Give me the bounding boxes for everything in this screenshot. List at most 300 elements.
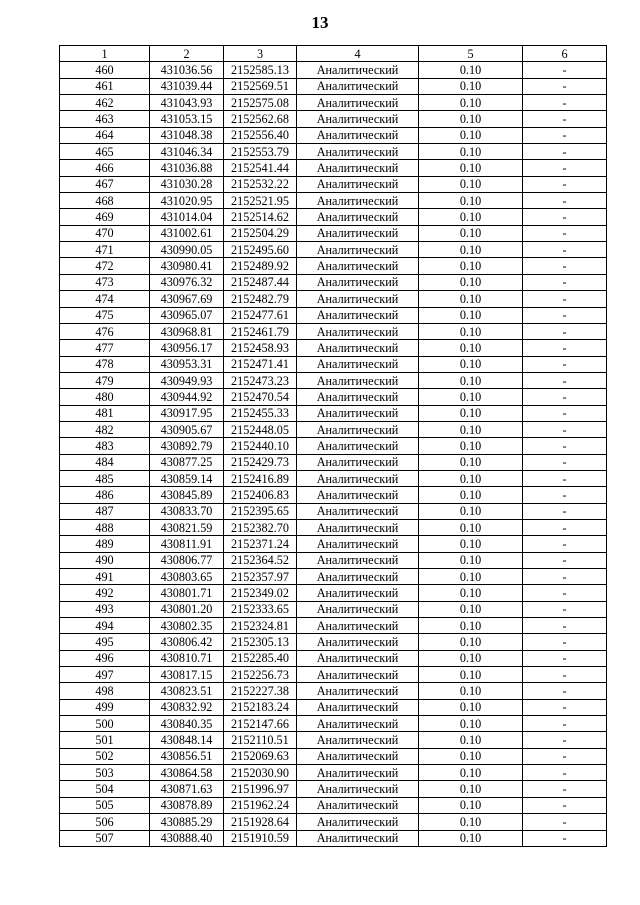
table-cell: - (523, 569, 607, 585)
table-row (60, 291, 607, 307)
table-cell: - (523, 650, 607, 666)
table-cell: 2152349.02 (224, 585, 297, 601)
table-row (60, 634, 607, 650)
table-cell: 0.10 (419, 258, 523, 274)
table-cell: 496 (60, 650, 150, 666)
table-cell: 0.10 (419, 552, 523, 568)
table-cell: Аналитический (297, 536, 419, 552)
table-cell: 430905.67 (150, 421, 224, 437)
table-header (60, 46, 607, 62)
table-cell: 0.10 (419, 536, 523, 552)
table-cell: - (523, 291, 607, 307)
table-cell: 430888.40 (150, 830, 224, 846)
table-cell: - (523, 144, 607, 160)
table-cell: - (523, 340, 607, 356)
table-cell: - (523, 781, 607, 797)
table-cell: Аналитический (297, 62, 419, 78)
table-cell: 430845.89 (150, 487, 224, 503)
column-header: 6 (523, 46, 607, 62)
table-cell: 2152256.73 (224, 667, 297, 683)
table-row (60, 454, 607, 470)
table-cell: 430953.31 (150, 356, 224, 372)
table-cell: - (523, 683, 607, 699)
table-cell: 2152416.89 (224, 470, 297, 486)
table-cell: 0.10 (419, 830, 523, 846)
table-cell: 2151910.59 (224, 830, 297, 846)
table-cell: 430968.81 (150, 323, 224, 339)
table-cell: 431002.61 (150, 225, 224, 241)
table-cell: Аналитический (297, 323, 419, 339)
table-cell: - (523, 176, 607, 192)
table-cell: - (523, 814, 607, 830)
table-cell: 430817.15 (150, 667, 224, 683)
table-cell: 430965.07 (150, 307, 224, 323)
table-cell: 0.10 (419, 634, 523, 650)
table-row (60, 274, 607, 290)
table-row (60, 307, 607, 323)
table-cell: 0.10 (419, 683, 523, 699)
table-cell: 2152357.97 (224, 569, 297, 585)
table-cell: Аналитический (297, 193, 419, 209)
table-cell: 2151962.24 (224, 797, 297, 813)
table-cell: 0.10 (419, 111, 523, 127)
table-row (60, 536, 607, 552)
table-row (60, 127, 607, 143)
table-cell: - (523, 258, 607, 274)
table-cell: 0.10 (419, 748, 523, 764)
table-cell: - (523, 372, 607, 388)
table-row (60, 519, 607, 535)
table-row (60, 144, 607, 160)
table-cell: 463 (60, 111, 150, 127)
table-cell: - (523, 716, 607, 732)
table-cell: - (523, 78, 607, 94)
table-cell: - (523, 601, 607, 617)
table-cell: 476 (60, 323, 150, 339)
table-cell: Аналитический (297, 291, 419, 307)
table-cell: Аналитический (297, 585, 419, 601)
table-cell: - (523, 307, 607, 323)
table-cell: 464 (60, 127, 150, 143)
table-cell: 430840.35 (150, 716, 224, 732)
table-cell: Аналитический (297, 830, 419, 846)
table-cell: Аналитический (297, 389, 419, 405)
table-cell: 499 (60, 699, 150, 715)
table-cell: 2152227.38 (224, 683, 297, 699)
table-cell: Аналитический (297, 340, 419, 356)
table-cell: 2152489.92 (224, 258, 297, 274)
table-cell: Аналитический (297, 144, 419, 160)
table-row (60, 111, 607, 127)
table-cell: 503 (60, 765, 150, 781)
table-cell: - (523, 127, 607, 143)
table-cell: 0.10 (419, 242, 523, 258)
table-cell: 486 (60, 487, 150, 503)
table-cell: 0.10 (419, 144, 523, 160)
table-cell: Аналитический (297, 242, 419, 258)
table-row (60, 748, 607, 764)
table-cell: 431014.04 (150, 209, 224, 225)
table-cell: - (523, 765, 607, 781)
table-cell: 485 (60, 470, 150, 486)
table-cell: 491 (60, 569, 150, 585)
table-cell: 0.10 (419, 62, 523, 78)
table-cell: Аналитический (297, 699, 419, 715)
table-cell: 507 (60, 830, 150, 846)
table-cell: - (523, 470, 607, 486)
table-cell: Аналитический (297, 160, 419, 176)
table-cell: 466 (60, 160, 150, 176)
table-row (60, 585, 607, 601)
table-cell: 490 (60, 552, 150, 568)
table-cell: 0.10 (419, 421, 523, 437)
table-cell: Аналитический (297, 470, 419, 486)
table-cell: 2152448.05 (224, 421, 297, 437)
table-cell: 0.10 (419, 95, 523, 111)
table-row (60, 797, 607, 813)
table-cell: 2152482.79 (224, 291, 297, 307)
table-cell: 430856.51 (150, 748, 224, 764)
table-cell: - (523, 274, 607, 290)
table-cell: 430990.05 (150, 242, 224, 258)
table-cell: 2152364.52 (224, 552, 297, 568)
table-cell: - (523, 95, 607, 111)
table-cell: 0.10 (419, 487, 523, 503)
table-cell: 465 (60, 144, 150, 160)
table-cell: 2152521.95 (224, 193, 297, 209)
column-header: 3 (224, 46, 297, 62)
table-cell: - (523, 699, 607, 715)
table-cell: 0.10 (419, 454, 523, 470)
table-cell: 484 (60, 454, 150, 470)
table-cell: - (523, 209, 607, 225)
table-cell: 2152285.40 (224, 650, 297, 666)
table-cell: - (523, 356, 607, 372)
table-cell: 431043.93 (150, 95, 224, 111)
table-cell: Аналитический (297, 519, 419, 535)
table-cell: 0.10 (419, 193, 523, 209)
table-cell: - (523, 111, 607, 127)
table-cell: 2152569.51 (224, 78, 297, 94)
table-cell: 480 (60, 389, 150, 405)
table-cell: 475 (60, 307, 150, 323)
table-cell: 431048.38 (150, 127, 224, 143)
table-cell: Аналитический (297, 683, 419, 699)
table-cell: 473 (60, 274, 150, 290)
table-cell: 430871.63 (150, 781, 224, 797)
table-cell: 430810.71 (150, 650, 224, 666)
table-cell: - (523, 797, 607, 813)
column-header: 4 (297, 46, 419, 62)
table-cell: 504 (60, 781, 150, 797)
table-cell: 0.10 (419, 389, 523, 405)
table-cell: Аналитический (297, 274, 419, 290)
table-cell: 430802.35 (150, 618, 224, 634)
table-cell: 430967.69 (150, 291, 224, 307)
table-cell: 2152440.10 (224, 438, 297, 454)
table-cell: 430878.89 (150, 797, 224, 813)
table-cell: - (523, 830, 607, 846)
table-cell: Аналитический (297, 765, 419, 781)
table-row (60, 650, 607, 666)
table-cell: 431053.15 (150, 111, 224, 127)
table-row (60, 569, 607, 585)
table-row (60, 814, 607, 830)
table-row (60, 242, 607, 258)
table-row (60, 340, 607, 356)
table-row (60, 389, 607, 405)
table-cell: Аналитический (297, 814, 419, 830)
table-row (60, 667, 607, 683)
table-cell: 0.10 (419, 323, 523, 339)
table-cell: 492 (60, 585, 150, 601)
table-cell: 431046.34 (150, 144, 224, 160)
table-cell: 471 (60, 242, 150, 258)
table-cell: 430892.79 (150, 438, 224, 454)
table-cell: 487 (60, 503, 150, 519)
table-cell: 481 (60, 405, 150, 421)
table-cell: - (523, 421, 607, 437)
table-cell: - (523, 323, 607, 339)
table-cell: 430949.93 (150, 372, 224, 388)
table-cell: 0.10 (419, 716, 523, 732)
table-cell: 482 (60, 421, 150, 437)
table-cell: 2152458.93 (224, 340, 297, 356)
table-row (60, 160, 607, 176)
table-cell: 0.10 (419, 699, 523, 715)
table-cell: Аналитический (297, 454, 419, 470)
table-cell: 431036.56 (150, 62, 224, 78)
table-cell: 430885.29 (150, 814, 224, 830)
table-cell: 2152495.60 (224, 242, 297, 258)
table-row (60, 78, 607, 94)
table-cell: 431036.88 (150, 160, 224, 176)
table-cell: 2152575.08 (224, 95, 297, 111)
table-cell: 2152471.41 (224, 356, 297, 372)
table-cell: 0.10 (419, 291, 523, 307)
table-row (60, 95, 607, 111)
table-row (60, 470, 607, 486)
table-cell: 430803.65 (150, 569, 224, 585)
table-cell: 461 (60, 78, 150, 94)
table-row (60, 356, 607, 372)
table-cell: 2152562.68 (224, 111, 297, 127)
table-cell: 477 (60, 340, 150, 356)
table-row (60, 258, 607, 274)
table-cell: 2152461.79 (224, 323, 297, 339)
table-cell: 2152333.65 (224, 601, 297, 617)
column-header: 1 (60, 46, 150, 62)
table-cell: - (523, 454, 607, 470)
table-cell: - (523, 552, 607, 568)
table-cell: Аналитический (297, 601, 419, 617)
table-cell: Аналитический (297, 634, 419, 650)
table-cell: - (523, 225, 607, 241)
table-row (60, 62, 607, 78)
table-cell: Аналитический (297, 569, 419, 585)
table-cell: - (523, 748, 607, 764)
table-cell: 431039.44 (150, 78, 224, 94)
table-cell: 2152487.44 (224, 274, 297, 290)
table-cell: 469 (60, 209, 150, 225)
page-number: 13 (311, 13, 329, 32)
table-row (60, 405, 607, 421)
table-cell: Аналитический (297, 716, 419, 732)
table-cell: 0.10 (419, 618, 523, 634)
table-body (60, 62, 607, 847)
table-cell: 430806.42 (150, 634, 224, 650)
table-cell: 431030.28 (150, 176, 224, 192)
table-cell: 474 (60, 291, 150, 307)
table-cell: 2152504.29 (224, 225, 297, 241)
table-cell: Аналитический (297, 372, 419, 388)
table-cell: 430980.41 (150, 258, 224, 274)
table-cell: 430801.71 (150, 585, 224, 601)
table-cell: Аналитический (297, 356, 419, 372)
table-cell: 430917.95 (150, 405, 224, 421)
column-header: 2 (150, 46, 224, 62)
table-cell: 2152470.54 (224, 389, 297, 405)
table-cell: Аналитический (297, 225, 419, 241)
table-cell: 493 (60, 601, 150, 617)
table-cell: 430848.14 (150, 732, 224, 748)
table-cell: 430976.32 (150, 274, 224, 290)
table-cell: 498 (60, 683, 150, 699)
table-cell: Аналитический (297, 797, 419, 813)
table-cell: 0.10 (419, 160, 523, 176)
table-cell: 2152541.44 (224, 160, 297, 176)
table-cell: 0.10 (419, 585, 523, 601)
table-cell: 2152477.61 (224, 307, 297, 323)
table-cell: - (523, 618, 607, 634)
table-row (60, 601, 607, 617)
table-cell: Аналитический (297, 176, 419, 192)
table-cell: - (523, 405, 607, 421)
table-cell: - (523, 160, 607, 176)
table-cell: Аналитический (297, 78, 419, 94)
table-cell: 0.10 (419, 650, 523, 666)
table-cell: 0.10 (419, 470, 523, 486)
table-cell: 506 (60, 814, 150, 830)
table-cell: Аналитический (297, 667, 419, 683)
table-cell: 430956.17 (150, 340, 224, 356)
table-cell: 470 (60, 225, 150, 241)
table-cell: Аналитический (297, 111, 419, 127)
table-cell: Аналитический (297, 421, 419, 437)
table-row (60, 487, 607, 503)
table-cell: 0.10 (419, 797, 523, 813)
table-cell: Аналитический (297, 95, 419, 111)
table-cell: 0.10 (419, 225, 523, 241)
table-cell: 501 (60, 732, 150, 748)
table-cell: 2152371.24 (224, 536, 297, 552)
table-cell: Аналитический (297, 209, 419, 225)
table-cell: 0.10 (419, 274, 523, 290)
table-cell: 478 (60, 356, 150, 372)
table-cell: Аналитический (297, 781, 419, 797)
table-cell: - (523, 242, 607, 258)
table-row (60, 683, 607, 699)
table-row (60, 438, 607, 454)
table-cell: 430877.25 (150, 454, 224, 470)
table-cell: 467 (60, 176, 150, 192)
table-cell: 2152473.23 (224, 372, 297, 388)
table-cell: 0.10 (419, 814, 523, 830)
table-cell: 479 (60, 372, 150, 388)
table-cell: 0.10 (419, 438, 523, 454)
table-cell: Аналитический (297, 618, 419, 634)
table-cell: 0.10 (419, 519, 523, 535)
table-cell: 2151996.97 (224, 781, 297, 797)
table-cell: 431020.95 (150, 193, 224, 209)
table-cell: 495 (60, 634, 150, 650)
table-cell: 430823.51 (150, 683, 224, 699)
table-cell: 0.10 (419, 601, 523, 617)
table-row (60, 323, 607, 339)
table-cell: 430806.77 (150, 552, 224, 568)
table-cell: 483 (60, 438, 150, 454)
table-cell: 468 (60, 193, 150, 209)
table-cell: Аналитический (297, 405, 419, 421)
table-cell: - (523, 389, 607, 405)
table-row (60, 781, 607, 797)
table-cell: 2152553.79 (224, 144, 297, 160)
table-cell: - (523, 536, 607, 552)
table-row (60, 552, 607, 568)
table-cell: - (523, 519, 607, 535)
table-cell: 2152532.22 (224, 176, 297, 192)
table-cell: 430859.14 (150, 470, 224, 486)
table-cell: 0.10 (419, 209, 523, 225)
table-row (60, 699, 607, 715)
table-cell: 0.10 (419, 356, 523, 372)
table-cell: 472 (60, 258, 150, 274)
table-cell: Аналитический (297, 127, 419, 143)
table-cell: Аналитический (297, 503, 419, 519)
table-row (60, 209, 607, 225)
table-cell: 0.10 (419, 340, 523, 356)
table-cell: 2152455.33 (224, 405, 297, 421)
table-cell: 2151928.64 (224, 814, 297, 830)
table-cell: Аналитический (297, 748, 419, 764)
table-cell: 2152030.90 (224, 765, 297, 781)
table-row (60, 421, 607, 437)
table-cell: - (523, 732, 607, 748)
table-cell: Аналитический (297, 438, 419, 454)
table-cell: 430864.58 (150, 765, 224, 781)
table-row (60, 716, 607, 732)
table-cell: - (523, 62, 607, 78)
table-cell: Аналитический (297, 258, 419, 274)
table-cell: - (523, 503, 607, 519)
table-cell: - (523, 438, 607, 454)
table-cell: 505 (60, 797, 150, 813)
table-cell: 2152429.73 (224, 454, 297, 470)
table-cell: 2152395.65 (224, 503, 297, 519)
table-cell: 2152324.81 (224, 618, 297, 634)
table-cell: - (523, 487, 607, 503)
coordinates-table (59, 45, 607, 847)
table-row (60, 503, 607, 519)
table-cell: 430832.92 (150, 699, 224, 715)
header-row (60, 46, 607, 62)
table-row (60, 765, 607, 781)
table-cell: 497 (60, 667, 150, 683)
table-cell: 430811.91 (150, 536, 224, 552)
table-cell: 0.10 (419, 176, 523, 192)
table-cell: 430821.59 (150, 519, 224, 535)
table-row (60, 830, 607, 846)
